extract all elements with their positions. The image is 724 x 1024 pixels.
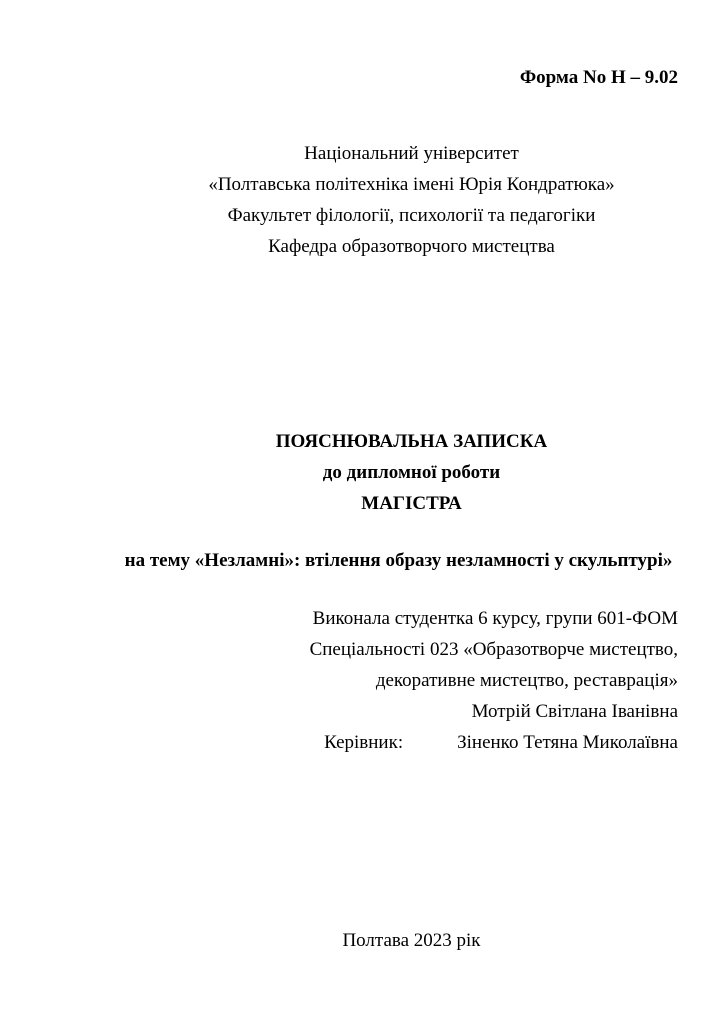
title-line-explanatory-note: ПОЯСНЮВАЛЬНА ЗАПИСКА [275, 431, 548, 452]
title-line-degree: МАГІСТРА [361, 493, 462, 514]
thesis-topic: на тему «Незламні»: втілення образу незламності у скульптурі» [124, 550, 673, 571]
university-header [103, 138, 678, 262]
faculty-name: Факультет філології, психології та педагогіки [227, 205, 596, 226]
form-number: Форма No Н – 9.02 [519, 67, 678, 88]
supervisor-name: Зіненко Тетяна Миколаївна [457, 732, 678, 753]
specialty-line-2: декоративне мистецтво, реставрація» [375, 670, 678, 691]
city-year: Полтава 2023 рік [342, 930, 481, 951]
title-line-thesis: до дипломної роботи [322, 462, 501, 483]
student-name: Мотрій Світлана Іванівна [471, 701, 678, 722]
author-info [103, 603, 678, 758]
supervisor-line [103, 727, 678, 758]
department-name: Кафедра образотворчого мистецтва [268, 236, 555, 257]
supervisor-label: Керівник: [324, 732, 404, 753]
document-title [103, 426, 678, 519]
specialty-line-1: Спеціальності 023 «Образотворче мистецтво, [309, 639, 678, 660]
university-title: «Полтавська політехніка імені Юрія Кондратюка» [208, 174, 615, 195]
university-name: Національний університет [304, 143, 519, 164]
student-line: Виконала студентка 6 курсу, групи 601-ФОМ [312, 608, 678, 629]
